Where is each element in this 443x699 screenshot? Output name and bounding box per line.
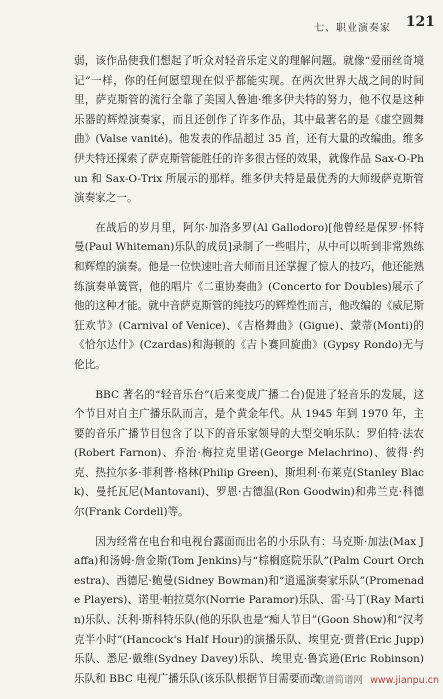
paragraph: 在战后的岁月里，阿尔·加洛多罗(Al Gallodoro)[他曾经是保罗·怀特曼(Paul Whiteman)乐队的成员]录制了一些唱片，从中可以听到非常熟练和辉煌的演奏。他是一位快速吐音大师而且还掌握了惊人的技巧，他还能熟练演奏单簧管，他的唱片《二重协奏曲》(Concerto for Doubles)展示了他的这种才能。就中音萨克斯管的纯技巧的辉煌性而言，他改编的《威尼斯狂欢节》(Carnival of Venice)、《吉格舞曲》(Gigue)、蒙蒂(Monti)的《恰尔达什》(Czardas)和海顿的《吉卜赛回旋曲》(Gypsy Rondo)无与伦比。	[74, 221, 424, 371]
running-head: 七、职业演奏家	[314, 23, 391, 34]
paragraph: 因为经常在电台和电视台露面而出名的小乐队有：马克斯·加法(Max Jaffa)和汤姆·詹金斯(Tom Jenkins)与“棕榈庭院乐队”(Palm Court Orchestra)、西德尼·鲍曼(Sidney Bowman)和“逍遥演奏家乐队”(Promenade Players)、诺里·帕拉莫尔(Norrie Paramor)乐队、雷·马丁(Ray Martin)乐队、沃利·斯科特乐队(他的乐队也是“痴人节目”(Goon Show)和“汉考克半小时”(Hancock's Half Hour)的演播乐队、埃里克·贾普(Eric Jupp)乐队、悉尼·戴维(Sydney Davey)乐队、埃里克·鲁宾逊(Eric Robinson)乐队和 BBC 电视广播乐队(该乐队根据节目需要而改	[74, 535, 424, 685]
watermark	[316, 672, 439, 686]
page-header	[0, 10, 443, 40]
page-number: 121	[405, 14, 435, 30]
watermark-site-name: 歌谱简谱网	[315, 675, 364, 686]
paragraph: 弱，该作品使我们想起了听众对轻音乐定义的理解问题。就像“爱丽丝奇境记”一样，你的任何愿望现在似乎都能实现。在两次世界大战之间的时间里，萨克斯管的流行全靠了美国人鲁迪·维多伊夫特的努力，他不仅是这种乐器的辉煌演奏家，而且还创作了许多作品，其中最著名的是《虚空圆舞曲》(Valse vanité)。他发表的作品超过 35 首，还有大量的改编曲。维多伊夫特还探索了萨克斯管能胜任的许多很古怪的效果，就像作品 Sax-O-Phun 和 Sax-O-Trix 所展示的那样。维多伊夫特是最优秀的大师级萨克斯管演奏家之一。	[74, 55, 424, 205]
body-text	[74, 52, 424, 699]
watermark-url: www.jianpu.cn	[370, 675, 439, 686]
paragraph: BBC 著名的“轻音乐台”(后来变成广播二台)促进了轻音乐的发展，这个节目对自主广播乐队而言，是个黄金年代。从 1945 年到 1970 年，主要的音乐广播节目包含了以下的音乐家领导的大型交响乐队：罗伯特·法农(Robert Farnon)、乔治·梅拉克里诺(George Melachrino)、彼得·约克、热拉尔多·菲利普·格林(Philip Green)、斯坦利·布莱克(Stanley Black)、曼托瓦尼(Mantovani)、罗恩·古德温(Ron Goodwin)和弗兰克·科德尔(Frank Cordell)等。	[74, 388, 424, 519]
